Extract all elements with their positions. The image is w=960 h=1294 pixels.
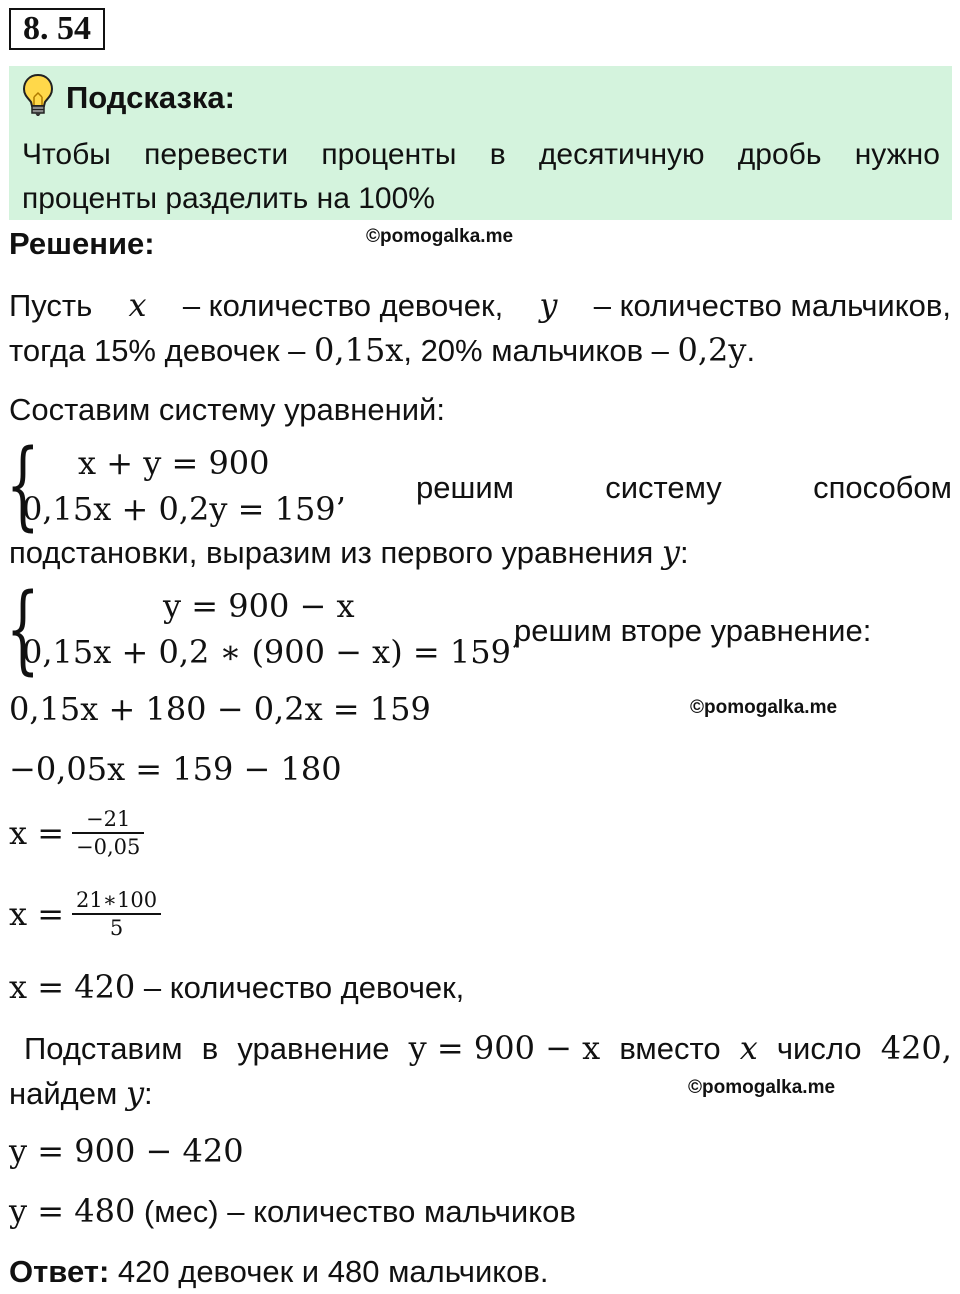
step-2: −0,05x = 159 − 180 — [9, 750, 342, 788]
hint-word: дробь — [737, 138, 822, 171]
hint-word: проценты — [321, 138, 457, 171]
hint-word: в — [489, 138, 506, 171]
solution-label: Решение: — [9, 226, 155, 261]
system2-eq2: 0,15x + 0,2 ∗ (900 − x) = 159’ — [22, 633, 522, 671]
text-word: вместо — [619, 1031, 721, 1066]
system-intro: Составим систему уравнений: — [9, 392, 445, 427]
fraction-numerator: −21 — [86, 807, 131, 831]
hint-title: Подсказка: — [66, 80, 235, 115]
text: – количество девочек, — [135, 970, 465, 1005]
final-eq-1: y = 900 − 420 — [9, 1132, 244, 1170]
math-expr: y = 480 — [9, 1192, 136, 1230]
system2-tail: решим вторе уравнение: — [514, 613, 872, 648]
text-word: уравнение — [237, 1031, 390, 1066]
system1-eq2: 0,15x + 0,2y = 159’ — [22, 490, 346, 528]
intro-text: . — [746, 333, 756, 368]
text: : — [679, 535, 689, 570]
math-var: x — [739, 1029, 758, 1067]
math-expr: x = — [9, 814, 65, 852]
fraction-denominator: −0,05 — [76, 835, 141, 859]
math-expr: y = 900 − x — [408, 1029, 601, 1067]
text: (мес) – количество мальчиков — [135, 1194, 576, 1229]
system1-tail — [416, 470, 952, 506]
fraction — [72, 806, 144, 860]
intro-text: , 20% мальчиков – — [403, 333, 678, 368]
intro-line-1 — [9, 286, 951, 324]
tail-word: решим — [416, 470, 514, 505]
intro-text: тогда 15% девочек – — [9, 333, 315, 368]
answer-text: 420 девочек и 480 мальчиков. — [109, 1254, 549, 1289]
substitution-line — [9, 533, 689, 571]
text-word: число — [776, 1031, 862, 1066]
watermark: ©pomogalka.me — [688, 1077, 836, 1098]
substitute-line-2 — [9, 1074, 153, 1112]
text: подстановки, выразим из первого уравнения — [9, 535, 662, 570]
math-var: y — [125, 1074, 145, 1112]
math-var: x — [128, 286, 147, 324]
system-brace: { — [6, 573, 40, 685]
answer-line — [9, 1254, 549, 1290]
text-word: Подставим — [24, 1031, 183, 1066]
final-eq-2 — [9, 1192, 576, 1230]
math-expr: 0,2y — [677, 331, 747, 369]
hint-word: десятичную — [538, 138, 705, 171]
math-expr: 420, — [880, 1029, 952, 1067]
tail-word: систему — [605, 470, 722, 505]
substitute-line-1 — [24, 1029, 952, 1067]
math-var: y — [539, 286, 558, 324]
intro-line-2 — [9, 331, 755, 369]
tail-word: способом — [813, 470, 952, 505]
text: найдем — [9, 1076, 126, 1111]
math-var: y — [661, 533, 680, 571]
watermark: ©pomogalka.me — [366, 226, 514, 247]
text: : — [144, 1076, 153, 1111]
fraction — [72, 887, 161, 941]
watermark: ©pomogalka.me — [690, 697, 838, 718]
hint-word: Чтобы — [22, 138, 111, 171]
hint-word: перевести — [144, 138, 289, 171]
system-brace: { — [6, 429, 40, 541]
step-1: 0,15x + 180 − 0,2x = 159 — [9, 690, 431, 728]
hint-text-line-2: проценты разделить на 100% — [22, 182, 435, 215]
system1-eq1: x + y = 900 — [78, 444, 270, 482]
text-word: в — [201, 1031, 219, 1066]
answer-label: Ответ: — [9, 1254, 110, 1289]
task-number: 8. 54 — [9, 8, 105, 50]
step-3 — [9, 806, 144, 860]
math-expr: 0,15x — [314, 331, 404, 369]
math-expr: x = — [9, 895, 65, 933]
fraction-denominator: 5 — [109, 916, 124, 940]
intro-text: – количество мальчиков, — [593, 288, 951, 323]
math-expr: x = 420 — [9, 968, 136, 1006]
intro-text: Пусть — [9, 288, 93, 323]
system2-eq1: y = 900 − x — [163, 587, 355, 625]
step-4 — [9, 887, 161, 941]
lightbulb-icon — [22, 73, 54, 117]
intro-text: – количество девочек, — [182, 288, 504, 323]
hint-text-line-1 — [22, 138, 940, 172]
fraction-numerator: 21∗100 — [76, 888, 158, 912]
hint-word: нужно — [854, 138, 940, 171]
step-5 — [9, 968, 464, 1006]
